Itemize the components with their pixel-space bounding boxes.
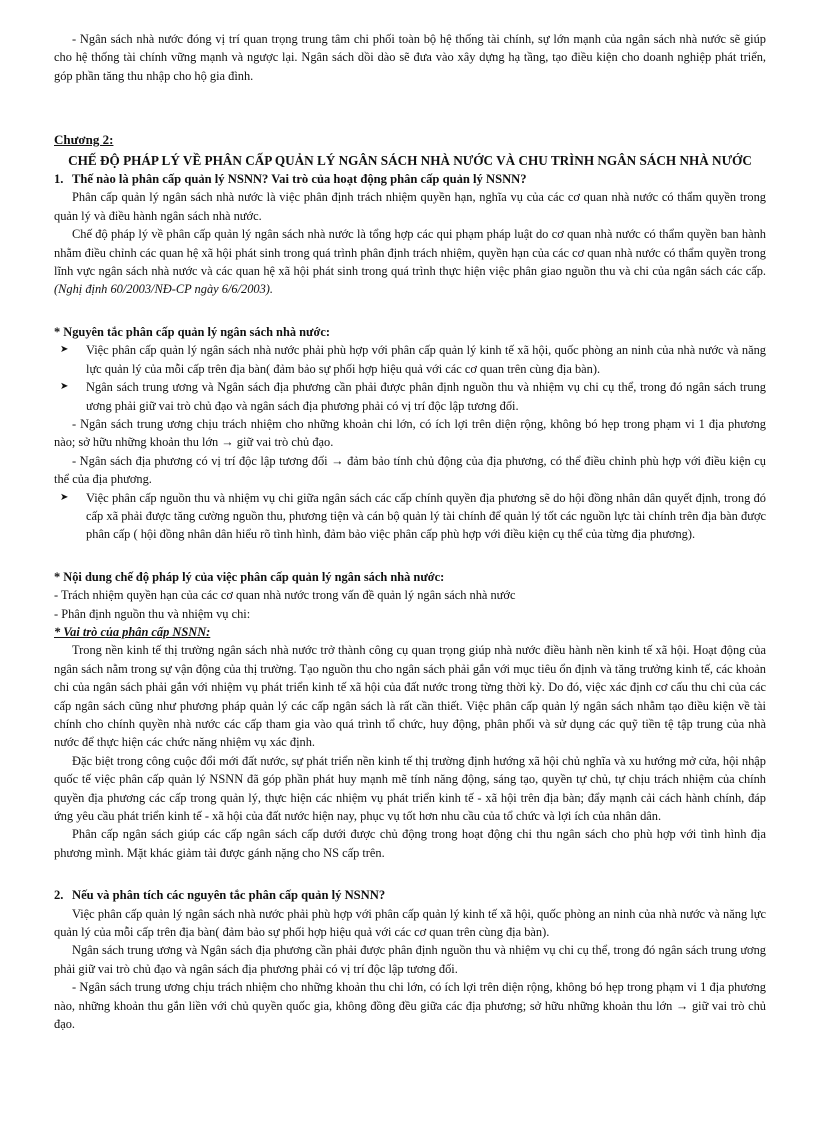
section1-paragraph-1: Phân cấp quản lý ngân sách nhà nước là việc phân định trách nhiệm quyền hạn, nghĩa vụ của các cơ quan nhà nước có thẩm quyền trong quản lý và điều hành ngân sách nhà nước. <box>54 190 766 223</box>
section2-heading <box>54 886 766 904</box>
content-item: - Phân định nguồn thu và nhiệm vụ chi: <box>54 606 251 621</box>
role-paragraph-1: Trong nền kinh tế thị trường ngân sách nhà nước trở thành công cụ quan trọng giúp nhà nước điều hành nền kinh tế xã hội. Hoạt động của ngân sách nằm trong sự vận động của thị trường. Tạo nguồn thu cho ngân sách phải gắn với mục tiêu ổn định và tăng trưởng kinh tế, các khoản chi của ngân sách phải gắn với nhiệm vụ phát triển kinh tế xã hội của đất nước trong từng thời kỳ. Do đó, việc xác định cơ cấu thu chi của các cấp ngân sách cũng như phương pháp quản lý các cấp ngân sách là rất cần thiết. Việc phân cấp quản lý ngân sách nhằm tạo điều kiện về tài chính cho chính quyền nhà nước các cấp tham gia vào quá trình tổ chức, huy động, phân phối và sử dụng các quỹ tiền tệ tập trung của nhà nước để thực hiện các chức năng nhiệm vụ xác định. <box>54 643 766 750</box>
document-page <box>54 30 766 1034</box>
chapter-label: Chương 2: <box>54 132 114 148</box>
arrow-bullet-icon: ➤ <box>60 344 69 356</box>
section1-heading <box>54 170 766 188</box>
section2-number: 2. <box>54 888 64 903</box>
section1-number: 1. <box>54 172 64 187</box>
section2-paragraph-3: - Ngân sách trung ương chịu trách nhiệm cho những khoản thu chi lớn, có ích lợi trên diện rộng, không bó hẹp trong phạm vi 1 địa phương nào, những khoản thu gắn liền với chủ quyền quốc gia, không đồng đều giữa các địa phương; sở hữu những khoản thu lớn → giữ vai trò chủ đạo. <box>54 980 766 1032</box>
arrow-bullet-icon: ➤ <box>60 491 69 503</box>
principle-text: Việc phân cấp nguồn thu và nhiệm vụ chi giữa ngân sách các cấp chính quyền địa phương sẽ do hội đồng nhân dân quyết định, trong đó cấp xã phải được tăng cường nguồn thu, phương tiện và cán bộ quản lý tài chính để quản lý tốt các nguồn lực tài chính trên địa bàn được phân cấp ( hội đồng nhân dân hiểu rõ tình hình, đảm bảo việc phân cấp phù hợp với điều kiện cụ thể của từng địa phương). <box>86 490 766 542</box>
content-item: - Trách nhiệm quyền hạn của các cơ quan nhà nước trong vấn đề quản lý ngân sách nhà nước <box>54 588 516 603</box>
principle-item <box>54 378 766 415</box>
section2-heading-text: Nếu và phân tích các nguyên tắc phân cấp quản lý NSNN? <box>72 888 386 903</box>
principle-text: Việc phân cấp quản lý ngân sách nhà nước phải phù hợp với phân cấp quản lý kinh tế xã hội, quốc phòng an ninh của nhà nước và năng lực quản lý của mỗi cấp trên địa bàn( đảm bảo sự phối hợp hiệu quả với các cơ quan trên cùng địa bàn). <box>86 343 766 376</box>
role-paragraph-3: Phân cấp ngân sách giúp các cấp ngân sách cấp dưới được chủ động trong hoạt động chi thu ngân sách cho phù hợp với tình hình địa phương mình. Mặt khác giảm tải được gánh nặng cho NS cấp trên. <box>54 827 766 860</box>
content-heading: * Nội dung chế độ pháp lý của việc phân cấp quản lý ngân sách nhà nước: <box>54 569 445 584</box>
principle-text: Ngân sách trung ương và Ngân sách địa phương cần phải được phân định nguồn thu và nhiệm vụ chi cụ thể, trong đó ngân sách trung ương phải giữ vai trò chủ đạo và ngân sách địa phương phải có vị trí độc lập tương đối. <box>86 380 766 413</box>
chapter-title: CHẾ ĐỘ PHÁP LÝ VỀ PHÂN CẤP QUẢN LÝ NGÂN SÁCH NHÀ NƯỚC VÀ CHU TRÌNH NGÂN SÁCH NHÀ NƯỚC <box>68 152 752 168</box>
section2-paragraph-1: Việc phân cấp quản lý ngân sách nhà nước phải phù hợp với phân cấp quản lý kinh tế xã hội, quốc phòng an ninh của nhà nước và năng lực quản lý của mỗi cấp trên địa bàn( đảm bảo sự phối hợp hiệu quả với các cơ quan trên cùng địa bàn). <box>54 906 766 940</box>
local-budget-note: - Ngân sách địa phương có vị trí độc lập tương đối → đảm bảo tính chủ động của địa phương, có thể điều chỉnh phù hợp với điều kiện cụ thể của địa phương. <box>54 453 766 487</box>
arrow-bullet-icon: ➤ <box>60 381 69 393</box>
principle-item <box>54 341 766 378</box>
principle-item <box>54 489 766 544</box>
section1-heading-text: Thế nào là phân cấp quản lý NSNN? Vai trò của hoạt động phân cấp quản lý NSNN? <box>72 172 527 187</box>
section1-paragraph-2 <box>54 225 766 299</box>
principles-heading: * Nguyên tắc phân cấp quản lý ngân sách nhà nước: <box>54 324 330 339</box>
intro-paragraph: - Ngân sách nhà nước đóng vị trí quan trọng trung tâm chi phối toàn bộ hệ thống tài chính, sự lớn mạnh của ngân sách nhà nước sẽ giúp cho hệ thống tài chính vững mạnh và ngược lại. Ngân sách dồi dào sẽ đưa vào xây dựng hạ tầng, tạo điều kiện cho doanh nghiệp phát triển, góp phần tăng thu nhập cho hộ gia đình. <box>54 32 766 83</box>
section1-paragraph-2-text: Chế độ pháp lý về phân cấp quản lý ngân sách nhà nước là tổng hợp các qui phạm pháp luật do cơ quan nhà nước có thẩm quyền ban hành nhằm điều chỉnh các quan hệ xã hội phát sinh trong quá trình phân định trách nhiệm, quyền hạn của các cơ quan nhà nước có thẩm quyền trong lĩnh vực ngân sách nhà nước và các quan hệ xã hội phát sinh trong quá trình thực hiện việc phân giao nguồn thu và chi của ngân sách các cấp. <box>54 227 766 279</box>
section2-paragraph-2: Ngân sách trung ương và Ngân sách địa phương cần phải được phân định nguồn thu và nhiệm vụ chi cụ thể, trong đó ngân sách trung ương phải giữ vai trò chủ đạo và ngân sách địa phương phải có vị trí độc lập tương đối. <box>54 943 766 976</box>
decree-citation: (Nghị định 60/2003/NĐ-CP ngày 6/6/2003). <box>54 282 274 297</box>
role-paragraph-2: Đặc biệt trong công cuộc đổi mới đất nước, sự phát triển nền kinh tế thị trường định hướng xã hội chủ nghĩa và xu hướng mở cửa, hội nhập quốc tế việc phân cấp quản lý NSNN đã góp phần phát huy mạnh mẽ tính năng động, sáng tạo, quyền tự chủ, tự chịu trách nhiệm của chính quyền địa phương các cấp trong quản lý, thực hiện các nhiệm vụ phát triển kinh tế - xã hội trên địa bàn; đẩy mạnh cải cách hành chính, đáp ứng yêu cầu phát triển kinh tế - xã hội của đất nước hiện nay, phục vụ tốt hơn nhu cầu của tổ chức và lợi ích của nhân dân. <box>54 753 766 824</box>
role-heading: * Vai trò của phân cấp NSNN: <box>54 624 211 639</box>
central-budget-note: - Ngân sách trung ương chịu trách nhiệm cho những khoản chi lớn, có ích lợi trên diện rộng, không bó hẹp trong phạm vi 1 địa phương nào; sở hữu những khoản thu lớn → giữ vai trò chủ đạo. <box>54 416 766 450</box>
